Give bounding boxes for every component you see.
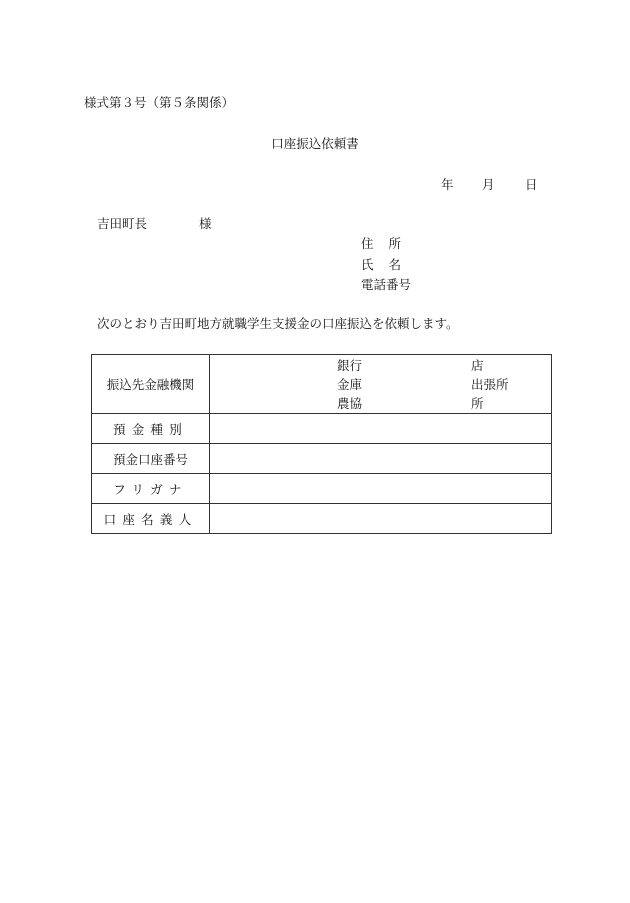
- bank-type-grid: [210, 355, 551, 413]
- address-char-1: 住: [361, 236, 374, 251]
- bank-value-cell[interactable]: [210, 355, 552, 414]
- table-row-account-number: [92, 444, 552, 474]
- document-title: 口座振込依頼書: [271, 136, 359, 151]
- deposit-type-label: 預金種別: [92, 414, 210, 444]
- name-char-1: 氏: [361, 257, 374, 272]
- table-row-account-holder: [92, 504, 552, 534]
- branch-type-office: 所: [471, 396, 484, 411]
- account-number-label: 預金口座番号: [92, 444, 210, 474]
- address-char-2: 所: [388, 236, 402, 251]
- addressee-honorific: 様: [199, 216, 212, 231]
- bank-type-bank: 銀行: [337, 358, 363, 373]
- bank-transfer-table: [91, 354, 552, 534]
- account-number-value[interactable]: [210, 444, 552, 474]
- applicant-name-label: [361, 259, 401, 272]
- table-row-furigana: [92, 474, 552, 504]
- bank-type-ja: 農協: [337, 396, 363, 411]
- applicant-address-label: [361, 238, 401, 251]
- request-statement: 次のとおり吉田町地方就職学生支援金の口座振込を依頼します。: [97, 316, 459, 331]
- addressee-name: 吉田町長: [97, 216, 148, 231]
- deposit-type-value[interactable]: [210, 414, 552, 444]
- date-day-label: 日: [525, 177, 538, 192]
- furigana-value[interactable]: [210, 474, 552, 504]
- account-holder-value[interactable]: [210, 504, 552, 534]
- date-month-label: 月: [482, 177, 495, 192]
- date-line: [441, 179, 538, 192]
- form-number: 様式第３号（第５条関係）: [84, 95, 235, 110]
- table-row-bank: [92, 355, 552, 414]
- bank-type-shinkin: 金庫: [337, 377, 363, 392]
- applicant-phone-label: 電話番号: [361, 277, 412, 292]
- date-year-label: 年: [441, 177, 454, 192]
- branch-type-sub-branch: 出張所: [471, 377, 509, 392]
- addressee: [97, 218, 212, 231]
- branch-type-branch: 店: [471, 358, 484, 373]
- furigana-label: フリガナ: [92, 474, 210, 504]
- bank-label: 振込先金融機関: [92, 355, 210, 414]
- name-char-2: 名: [388, 257, 402, 272]
- account-holder-label: 口座名義人: [92, 504, 210, 534]
- table-row-deposit-type: [92, 414, 552, 444]
